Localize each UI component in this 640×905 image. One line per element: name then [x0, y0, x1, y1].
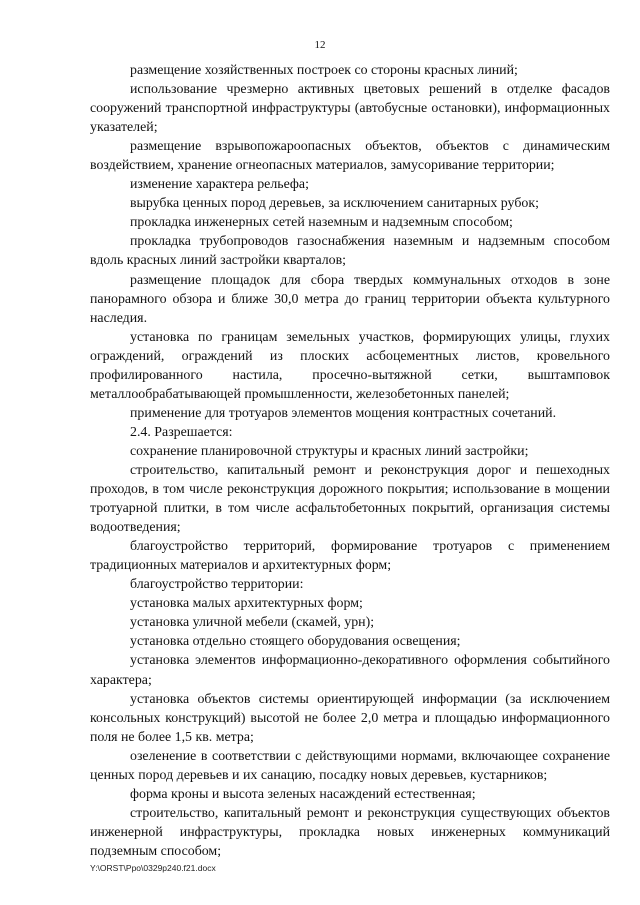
footer-file-path: Y:\ORST\Ppo\0329p240.f21.docx: [90, 863, 216, 873]
paragraph: благоустройство территории:: [130, 577, 304, 593]
paragraph: строительство, капитальный ремонт и реконструкция существующих объектов инженерной инфраструктуры, прокладка новых инженерных коммуникаций подземным способом;: [90, 805, 610, 859]
paragraph: строительство, капитальный ремонт и реконструкция дорог и пешеходных проходов, в том числе реконструкция дорожного покрытия; использование в мощении тротуарной плитки, в том числе асфальтобетонных покрытий, организация системы водоотведения;: [90, 462, 610, 536]
paragraph: размещение площадок для сбора твердых коммунальных отходов в зоне панорамного обзора и ближе 30,0 метра до границ территории объекта культурного наследия.: [90, 272, 610, 326]
section-heading: 2.4. Разрешается:: [130, 424, 233, 440]
paragraph: вырубка ценных пород деревьев, за исключением санитарных рубок;: [130, 196, 539, 212]
paragraph: размещение взрывопожароопасных объектов, объектов с динамическим воздействием, хранение огнеопасных материалов, замусоривание территории;: [90, 139, 610, 174]
paragraph: установка малых архитектурных форм;: [130, 596, 363, 612]
paragraph: прокладка трубопроводов газоснабжения наземным и надземным способом вдоль красных линий застройки кварталов;: [90, 234, 610, 269]
paragraph: применение для тротуаров элементов мощения контрастных сочетаний.: [130, 405, 557, 421]
paragraph: прокладка инженерных сетей наземным и надземным способом;: [130, 215, 513, 231]
paragraph: сохранение планировочной структуры и красных линий застройки;: [130, 443, 529, 459]
document-body: [90, 61, 610, 861]
paragraph: форма кроны и высота зеленых насаждений естественная;: [130, 786, 476, 802]
paragraph: установка по границам земельных участков, формирующих улицы, глухих ограждений, ограждений из плоских асбоцементных листов, кровельного профилированного настила, просечно-вытяжной сетки, выштамповок металлообрабатывающей промышленности, железобетонных панелей;: [90, 329, 610, 402]
page-number: 12: [314, 39, 326, 51]
paragraph: благоустройство территорий, формирование тротуаров с применением традиционных материалов и архитектурных форм;: [90, 539, 610, 574]
paragraph: установка объектов системы ориентирующей информации (за исключением консольных конструкций) высотой не более 2,0 метра и площадью информационного поля не более 1,5 кв. метра;: [90, 691, 610, 745]
paragraph: изменение характера рельефа;: [130, 177, 309, 193]
paragraph: размещение хозяйственных построек со стороны красных линий;: [130, 63, 518, 78]
paragraph: установка элементов информационно-декоративного оформления событийного характера;: [90, 653, 610, 688]
paragraph: озеленение в соответствии с действующими нормами, включающее сохранение ценных пород деревьев и их санацию, посадку новых деревьев, кустарников;: [90, 748, 610, 783]
paragraph: установка отдельно стоящего оборудования освещения;: [130, 634, 461, 650]
paragraph: использование чрезмерно активных цветовых решений в отделке фасадов сооружений транспортной инфраструктуры (автобусные остановки), информационных указателей;: [90, 82, 610, 136]
paragraph: установка уличной мебели (скамей, урн);: [130, 615, 375, 631]
